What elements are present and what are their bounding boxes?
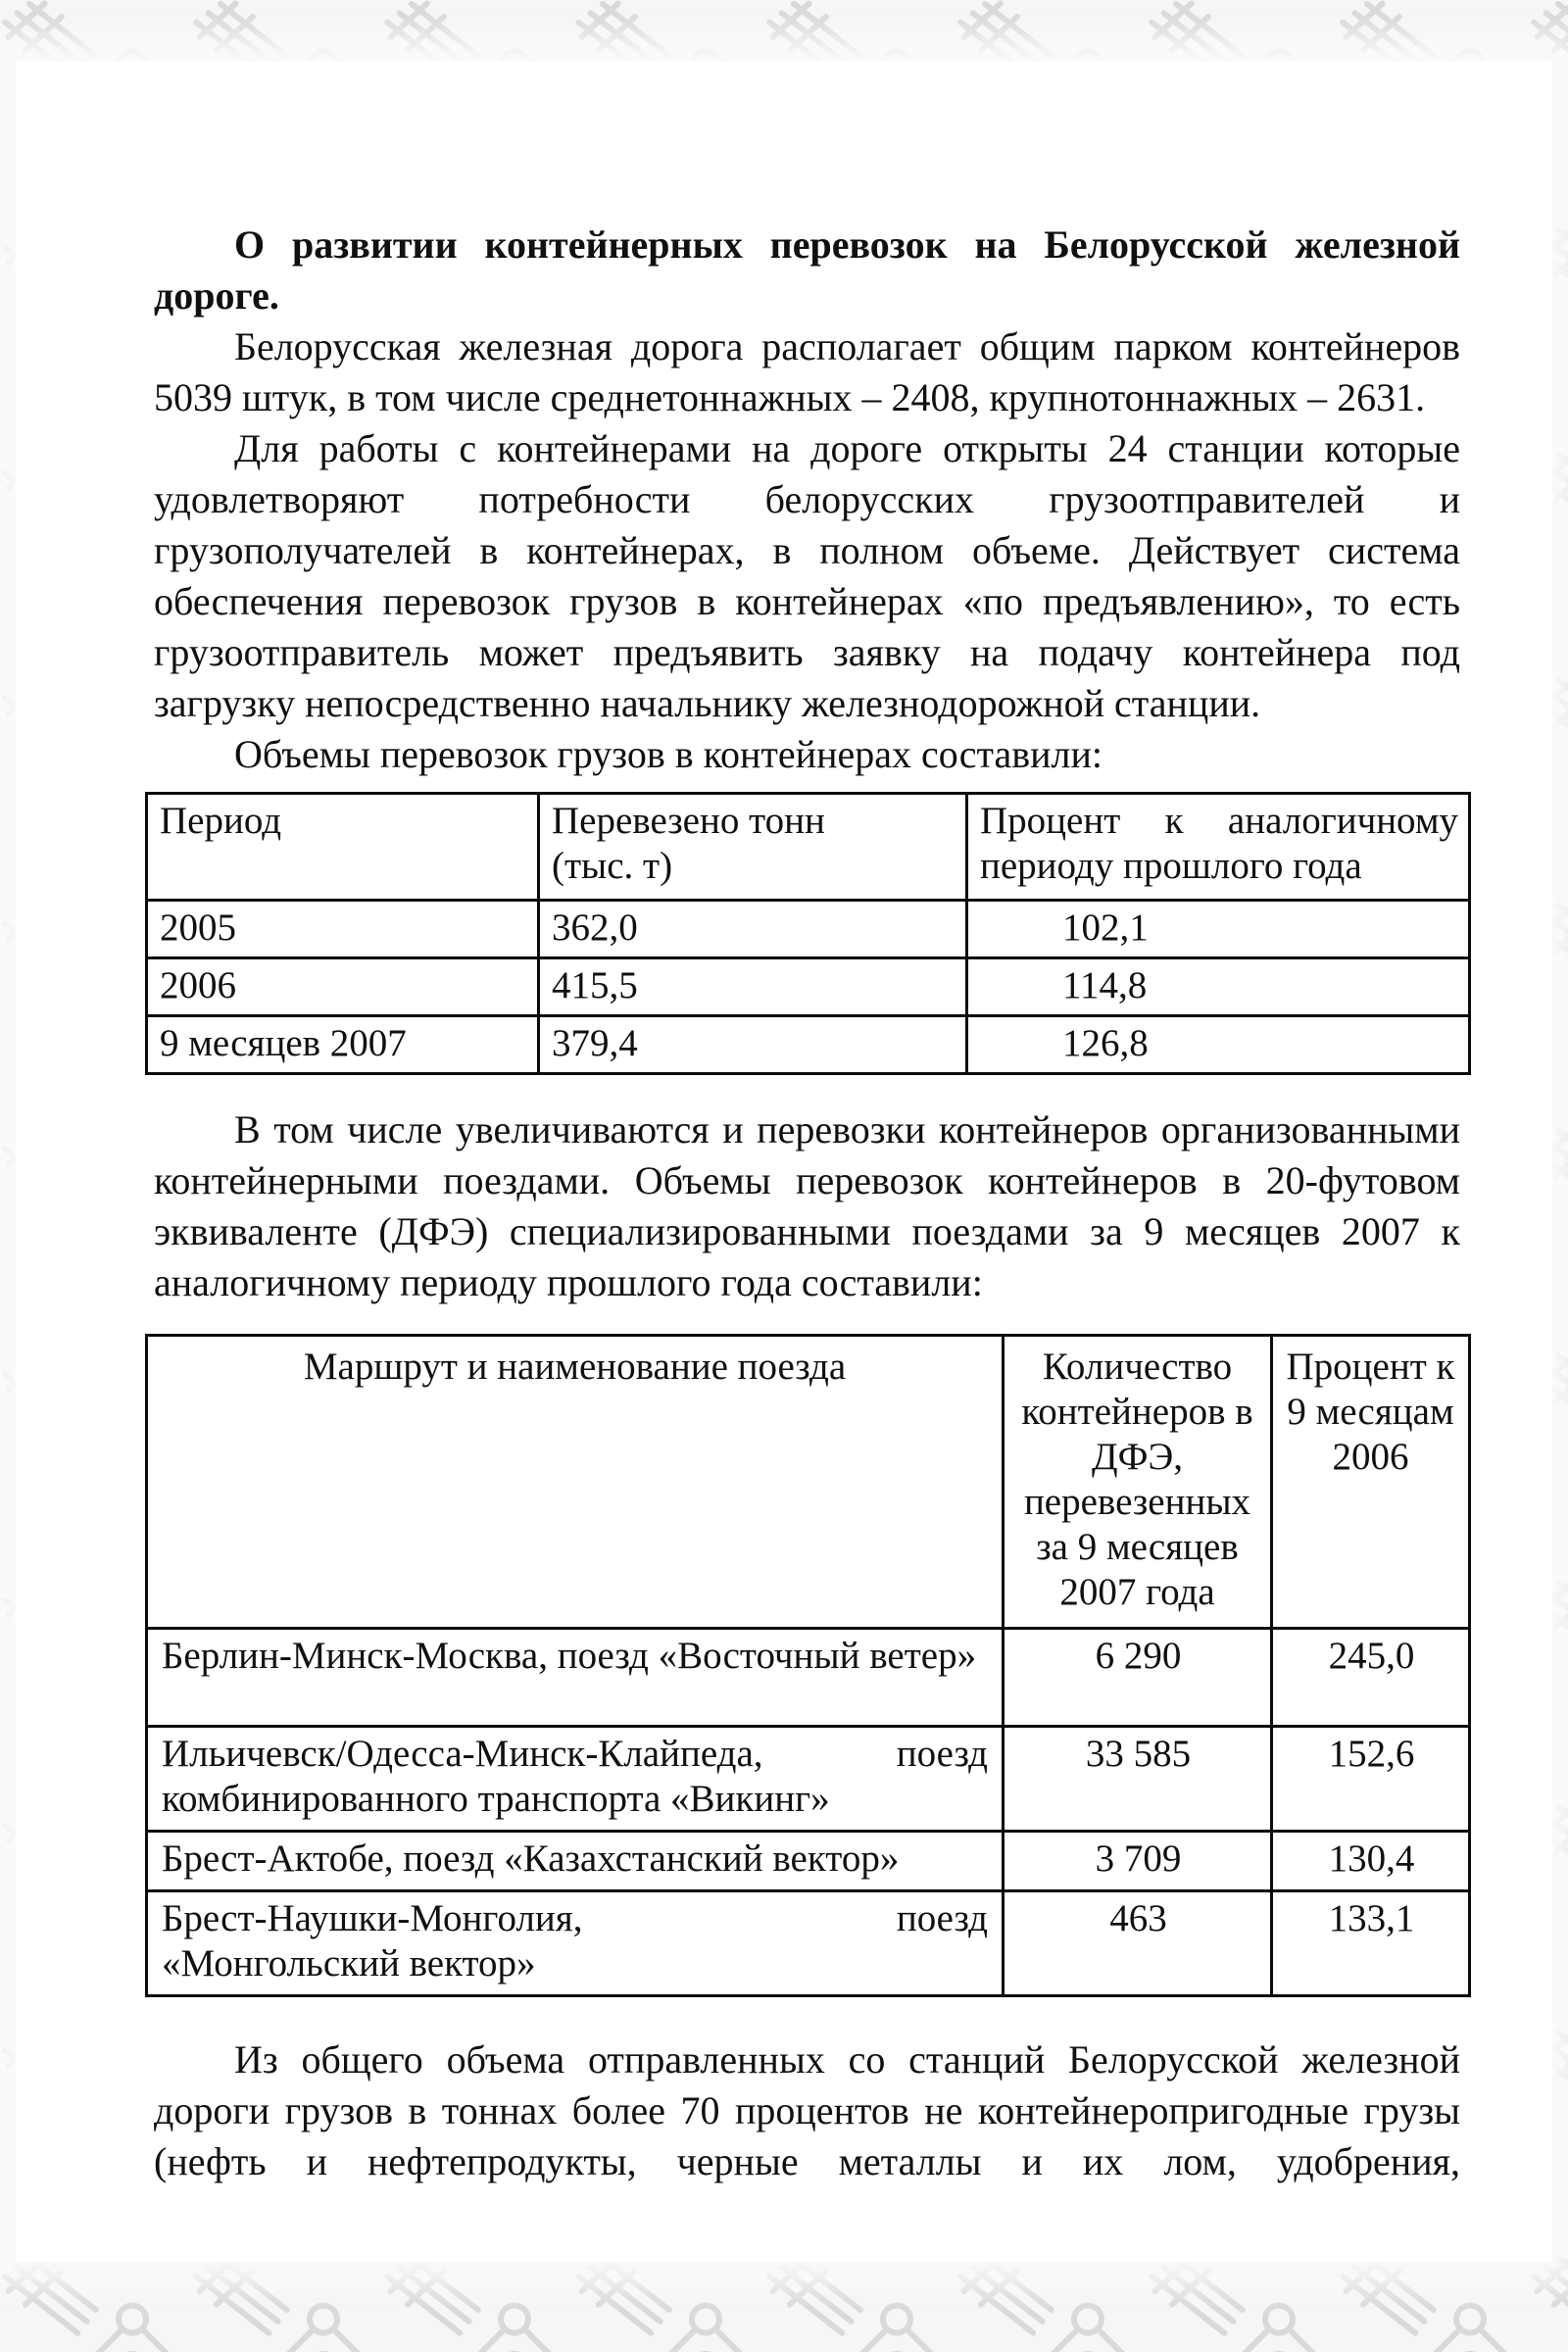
trains-table-header-row bbox=[147, 1336, 1470, 1629]
document-title: О развитии контейнерных перевозок на Белорусской железной дороге. bbox=[154, 222, 1460, 318]
document-page bbox=[16, 61, 1552, 2262]
text-line: перевезенных bbox=[1023, 1481, 1251, 1523]
table-cell: 245,0 bbox=[1272, 1629, 1470, 1727]
text-line: 2006 bbox=[1332, 1436, 1409, 1478]
table-cell: 2006 bbox=[147, 958, 539, 1016]
container-trains-table bbox=[145, 1334, 1471, 1997]
table-row bbox=[147, 1891, 1470, 1996]
volumes-table-body bbox=[147, 901, 1470, 1074]
text-line: (тыс. т) bbox=[552, 845, 673, 887]
table-cell: 126,8 bbox=[967, 1016, 1470, 1074]
text-line: 2007 года bbox=[1059, 1571, 1215, 1613]
paragraph-cargo-structure: Из общего объема отправленных со станций Белорусской железной дороги грузов в тоннах более 70 процентов не контейнеропригодные грузы (нефть и нефтепродукты, черные металлы и их лом, удобрения, bbox=[154, 2037, 1460, 2183]
table-cell: 3 709 bbox=[1004, 1832, 1272, 1891]
table-cell: Брест-Актобе, поезд «Казахстанский вектор» bbox=[147, 1832, 1004, 1891]
table-cell bbox=[147, 1891, 1004, 1996]
table-cell: 463 bbox=[1004, 1891, 1272, 1996]
trains-header-teu bbox=[1004, 1336, 1272, 1629]
table-cell: 415,5 bbox=[539, 958, 967, 1016]
table-cell: 362,0 bbox=[539, 901, 967, 958]
trains-header-percent bbox=[1272, 1336, 1470, 1629]
table-row bbox=[147, 1832, 1470, 1891]
table-cell: 379,4 bbox=[539, 1016, 967, 1074]
volumes-table bbox=[145, 792, 1471, 1075]
table-row bbox=[147, 1016, 1470, 1074]
paragraph-volumes-intro: Объемы перевозок грузов в контейнерах составили: bbox=[234, 732, 1102, 776]
table-cell: Ильичевск/Одесса-Минск-Клайпеда, поезд комбинированного транспорта «Викинг» bbox=[147, 1727, 1004, 1832]
table-cell: 2005 bbox=[147, 901, 539, 958]
volumes-header-tons bbox=[539, 794, 967, 901]
text-line: Процент к bbox=[1286, 1346, 1455, 1388]
text-line: Перевезено тонн bbox=[552, 800, 825, 842]
table-cell: 130,4 bbox=[1272, 1832, 1470, 1891]
text-line: ДФЭ, bbox=[1092, 1436, 1183, 1478]
table-row bbox=[147, 901, 1470, 958]
table-cell: 33 585 bbox=[1004, 1727, 1272, 1832]
text-line: контейнеров в bbox=[1021, 1391, 1253, 1433]
table-row bbox=[147, 1629, 1470, 1727]
paragraph-stations: Для работы с контейнерами на дороге открыты 24 станции которые удовлетворяют потребности белорусских грузоотправителей и грузополучателей в контейнерах, в полном объеме. Действует система обеспечения перевозок грузов в контейнерах «по предъявлению», то есть грузоотправитель может предъявить заявку на подачу контейнера под загрузку непосредственно начальнику железнодорожной станции. bbox=[154, 426, 1460, 725]
volumes-table-header-row bbox=[147, 794, 1470, 901]
trains-header-route: Маршрут и наименование поезда bbox=[147, 1336, 1004, 1629]
text-line: за 9 месяцев bbox=[1036, 1526, 1239, 1568]
table-row bbox=[147, 1727, 1470, 1832]
table-cell: Берлин-Минск-Москва, поезд «Восточный ветер» bbox=[147, 1629, 1004, 1727]
table-cell: 133,1 bbox=[1272, 1891, 1470, 1996]
table-cell: 114,8 bbox=[967, 958, 1470, 1016]
trains-table-body bbox=[147, 1629, 1470, 1996]
document-content bbox=[16, 61, 1552, 2187]
text-line: 9 месяцам bbox=[1287, 1391, 1454, 1433]
text-line: Количество bbox=[1042, 1346, 1233, 1388]
volumes-header-percent: Процент к аналогичному периоду прошлого года bbox=[967, 794, 1470, 901]
table-cell: 9 месяцев 2007 bbox=[147, 1016, 539, 1074]
paragraph-container-fleet: Белорусская железная дорога располагает общим парком контейнеров 5039 штук, в том числе среднетоннажных – 2408, крупнотоннажных – 2631. bbox=[154, 324, 1460, 419]
text-line: «Монгольский вектор» bbox=[162, 1942, 536, 1984]
table-cell: 6 290 bbox=[1004, 1629, 1272, 1727]
table-row bbox=[147, 958, 1470, 1016]
table-cell: 102,1 bbox=[967, 901, 1470, 958]
text-line: Брест-Наушки-Монголия, поезд bbox=[162, 1897, 988, 1939]
paragraph-trains-intro: В том числе увеличиваются и перевозки контейнеров организованными контейнерными поездами. Объемы перевозок контейнеров в 20-футовом эквиваленте (ДФЭ) специализированными поездами за 9 месяцев 2007 к аналогичному периоду прошлого года составили: bbox=[154, 1107, 1460, 1304]
table-cell: 152,6 bbox=[1272, 1727, 1470, 1832]
volumes-header-period: Период bbox=[147, 794, 539, 901]
